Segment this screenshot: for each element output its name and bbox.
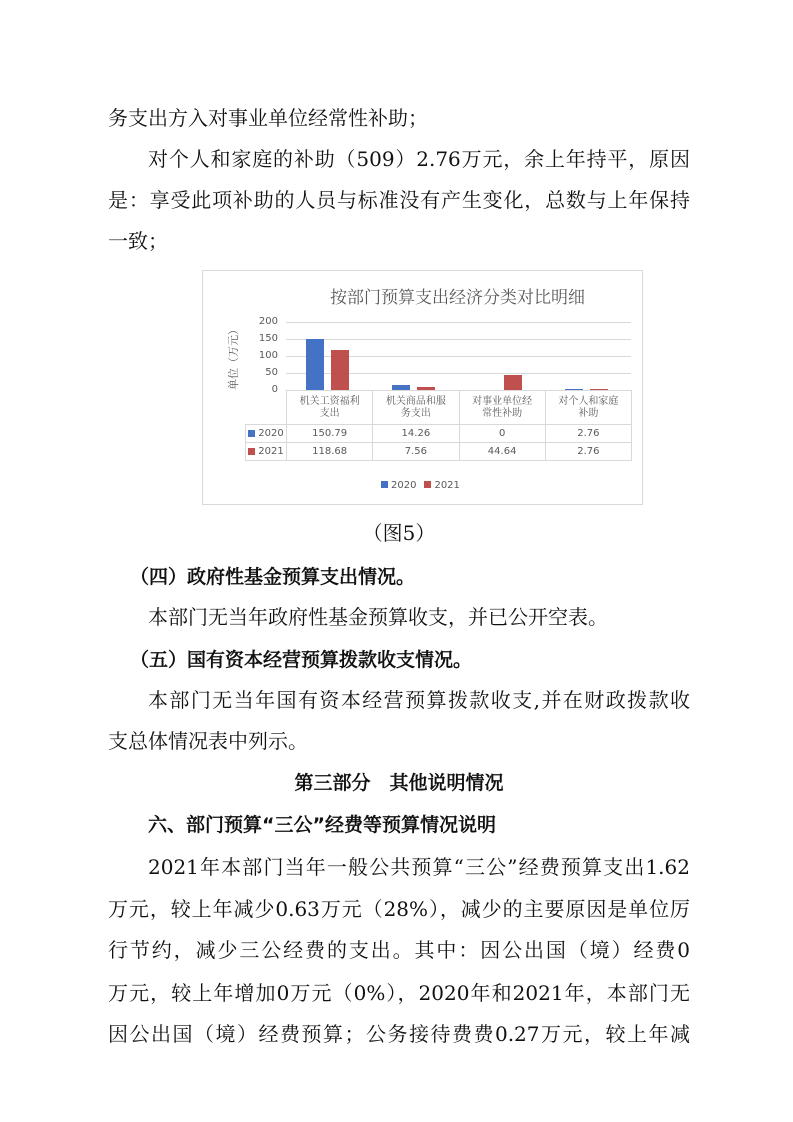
category-label-line: 支出 xyxy=(319,407,340,419)
y-axis-label: 单位（万元） xyxy=(227,324,240,390)
series-swatch xyxy=(248,430,255,437)
category-label-line: 机关商品和服 xyxy=(385,395,446,407)
paragraph-line: 万元，较上年减少0.63万元（28%），减少的主要原因是单位厉 xyxy=(108,897,690,921)
y-tick-label: 0 xyxy=(271,384,278,395)
paragraph-line: 务支出方入对事业单位经常性补助； xyxy=(108,106,428,130)
y-tick-label: 50 xyxy=(265,367,278,378)
chart-legend xyxy=(381,480,460,491)
series-swatch xyxy=(248,448,255,455)
y-tick-label: 150 xyxy=(258,333,278,344)
table-cell: 118.68 xyxy=(286,442,373,461)
legend-label: 2020 xyxy=(391,480,417,491)
x-category-label xyxy=(545,390,632,425)
paragraph-line: 一致； xyxy=(108,229,168,253)
plot-area xyxy=(203,271,644,506)
gridline xyxy=(286,339,631,340)
table-cell: 44.64 xyxy=(459,442,546,461)
table-series-key xyxy=(245,442,287,461)
legend-item-2020 xyxy=(381,480,416,491)
legend-label: 2021 xyxy=(434,480,460,491)
part-heading: 第三部分 其他说明情况 xyxy=(294,772,504,794)
paragraph-line: 行节约，减少三公经费的支出。其中：因公出国（境）经费0 xyxy=(108,938,690,962)
paragraph-line: 万元，较上年增加0万元（0%），2020年和2021年，本部门无 xyxy=(108,981,690,1005)
figure-caption: （图5） xyxy=(362,521,436,545)
paragraph-line: 本部门无当年政府性基金预算收支，并已公开空表。 xyxy=(148,605,608,629)
legend-swatch xyxy=(424,481,431,488)
x-category-label xyxy=(372,390,459,425)
category-label-line: 对个人和家庭 xyxy=(558,395,619,407)
category-label-line: 机关工资福利 xyxy=(299,395,360,407)
paragraph-line: 2021年本部门当年一般公共预算“三公”经费预算支出1.62 xyxy=(148,855,690,879)
y-tick-label: 100 xyxy=(258,350,278,361)
table-cell: 14.26 xyxy=(372,424,459,443)
bar-2021 xyxy=(504,375,522,390)
series-name: 2021 xyxy=(258,445,284,457)
section-heading: （五）国有资本经营预算拨款收支情况。 xyxy=(130,649,473,671)
table-cell: 0 xyxy=(459,424,546,443)
section-heading: （四）政府性基金预算支出情况。 xyxy=(130,566,416,588)
category-label-line: 常性补助 xyxy=(482,407,523,419)
table-cell: 2.76 xyxy=(545,442,632,461)
category-label-line: 务支出 xyxy=(400,407,431,419)
table-series-key xyxy=(245,424,287,443)
bar-2021 xyxy=(331,350,349,390)
y-tick-label: 200 xyxy=(258,316,278,327)
paragraph-line: 是：享受此项补助的人员与标准没有产生变化，总数与上年保持 xyxy=(108,188,690,212)
gridline xyxy=(286,322,631,323)
bar-chart xyxy=(202,270,643,505)
category-label-line: 补助 xyxy=(578,407,599,419)
category-label-line: 对事业单位经 xyxy=(472,395,533,407)
legend-item-2021 xyxy=(424,480,459,491)
table-cell: 150.79 xyxy=(286,424,373,443)
series-name: 2020 xyxy=(258,427,284,439)
paragraph-line: 因公出国（境）经费预算；公务接待费费0.27万元，较上年减 xyxy=(108,1022,690,1046)
table-cell: 7.56 xyxy=(372,442,459,461)
bar-2020 xyxy=(306,339,324,390)
paragraph-line: 支总体情况表中列示。 xyxy=(108,729,308,753)
table-cell: 2.76 xyxy=(545,424,632,443)
x-category-label xyxy=(286,390,373,425)
paragraph-line: 对个人和家庭的补助（509）2.76万元，余上年持平，原因 xyxy=(148,147,690,171)
section-heading: 六、部门预算“三公”经费等预算情况说明 xyxy=(148,814,496,836)
legend-swatch xyxy=(381,481,388,488)
x-category-label xyxy=(459,390,546,425)
paragraph-line: 本部门无当年国有资本经营预算拨款收支,并在财政拨款收 xyxy=(148,688,690,712)
chart-title: 按部门预算支出经济分类对比明细 xyxy=(330,288,585,308)
